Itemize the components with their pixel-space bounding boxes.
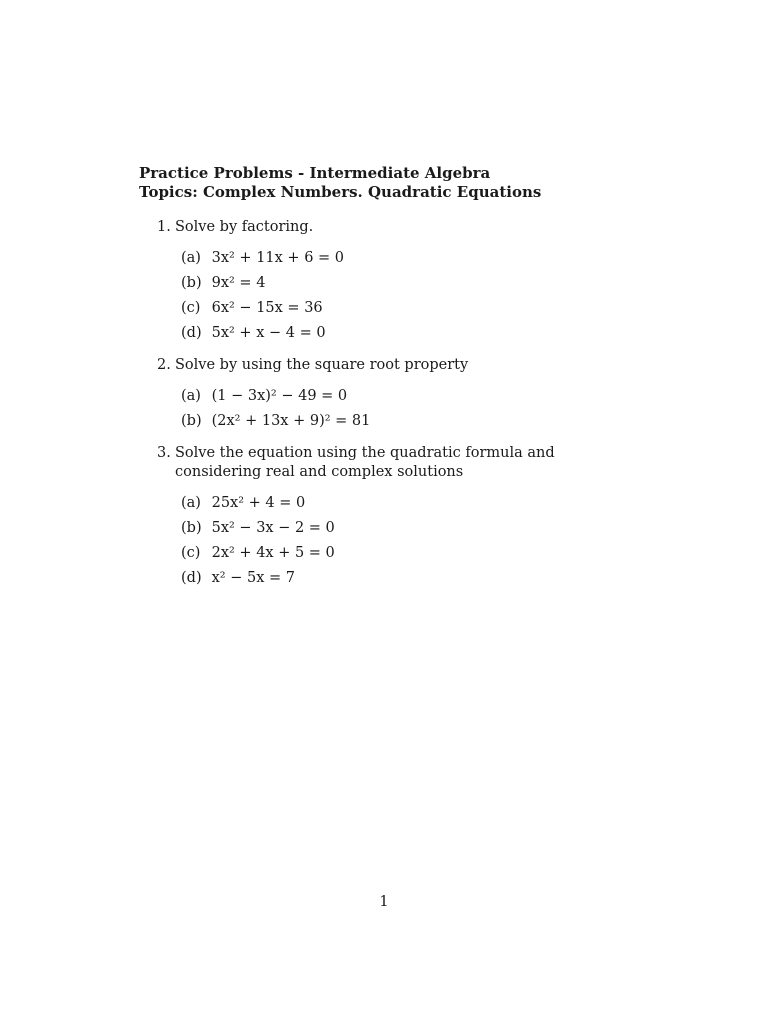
part-equation: 6x² − 15x = 36	[211, 300, 323, 316]
problem-1	[157, 218, 627, 237]
part-label: (d)	[181, 325, 202, 341]
part-label: (d)	[181, 570, 202, 586]
part-label: (b)	[181, 413, 202, 429]
document-topics: Topics: Complex Numbers. Quadratic Equations	[139, 183, 542, 201]
part-equation: 3x² + 11x + 6 = 0	[211, 250, 345, 266]
problem-part	[181, 516, 335, 541]
problem-part	[181, 246, 344, 271]
page-number: 1	[379, 894, 389, 910]
problem-2-parts	[181, 384, 370, 434]
problem-text: Solve the equation using the quadratic formula and considering real and complex solutions	[175, 445, 555, 480]
part-label: (a)	[181, 388, 201, 404]
part-label: (c)	[181, 300, 201, 316]
part-label: (a)	[181, 250, 201, 266]
problem-part	[181, 491, 335, 516]
part-equation: 5x² − 3x − 2 = 0	[211, 520, 335, 536]
document-header	[139, 164, 541, 202]
part-equation: 25x² + 4 = 0	[211, 495, 306, 511]
part-label: (b)	[181, 520, 202, 536]
problem-part	[181, 409, 370, 434]
problem-3-parts	[181, 491, 335, 591]
part-label: (a)	[181, 495, 201, 511]
problem-part	[181, 566, 335, 591]
part-label: (b)	[181, 275, 202, 291]
problem-2	[157, 356, 627, 375]
problem-part	[181, 321, 344, 346]
problem-3	[157, 444, 627, 482]
part-equation: (1 − 3x)² − 49 = 0	[211, 388, 348, 404]
problem-part	[181, 541, 335, 566]
part-equation: x² − 5x = 7	[211, 570, 295, 586]
problem-part	[181, 271, 344, 296]
part-equation: (2x² + 13x + 9)² = 81	[211, 413, 371, 429]
problem-text: Solve by factoring.	[175, 219, 314, 235]
part-equation: 9x² = 4	[211, 275, 266, 291]
part-label: (c)	[181, 545, 201, 561]
problem-number: 3.	[157, 445, 171, 461]
problem-1-parts	[181, 246, 344, 346]
problem-part	[181, 384, 370, 409]
part-equation: 2x² + 4x + 5 = 0	[211, 545, 335, 561]
problem-text: Solve by using the square root property	[175, 357, 469, 373]
problem-number: 2.	[157, 357, 171, 373]
problem-part	[181, 296, 344, 321]
problem-number: 1.	[157, 219, 171, 235]
document-title: Practice Problems - Intermediate Algebra	[139, 164, 491, 182]
part-equation: 5x² + x − 4 = 0	[211, 325, 326, 341]
